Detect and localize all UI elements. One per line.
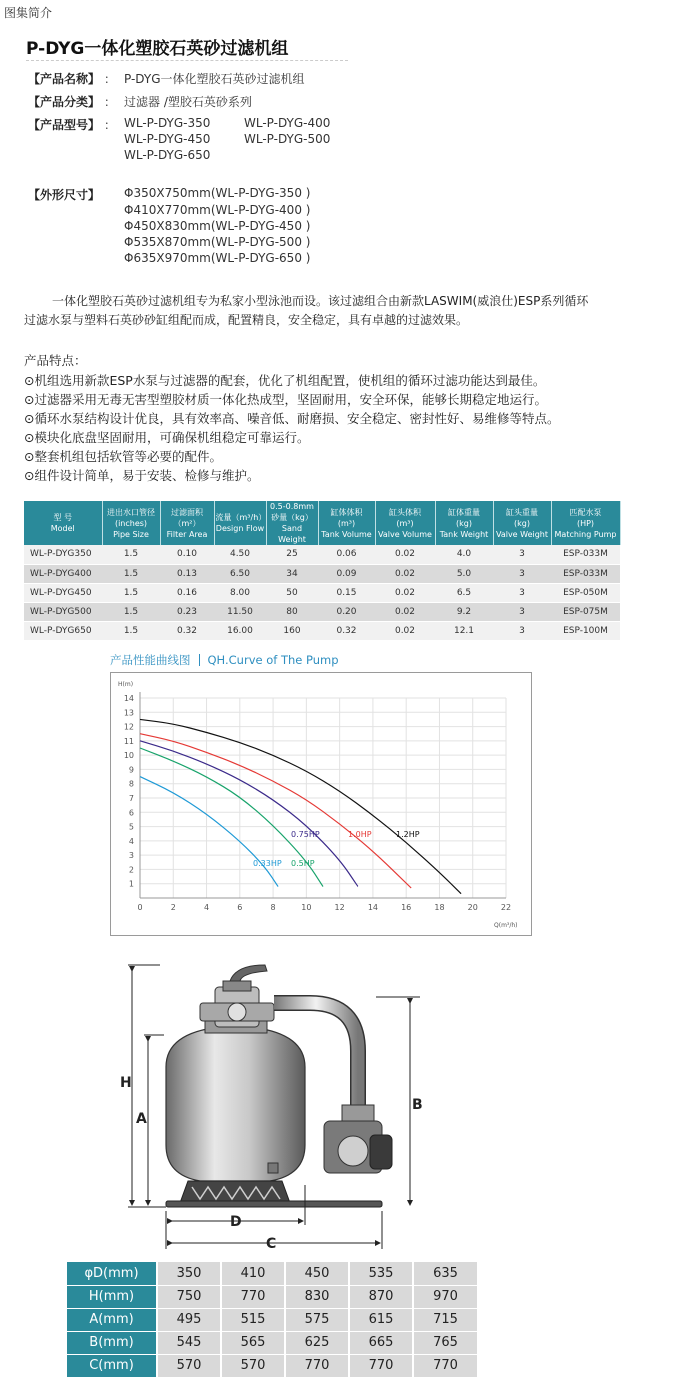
chart-ylabel: H(m) (118, 681, 134, 688)
size-label: 【外形尺寸】 (28, 188, 101, 202)
size-item: Φ350X750mm(WL-P-DYG-350 ) (124, 186, 311, 200)
feature-item: ⊙模块化底盘坚固耐用，可确保机组稳定可靠运行。 (24, 430, 310, 445)
chart-y-tick: 8 (128, 779, 134, 789)
spec-table (24, 501, 621, 641)
size-item: Φ410X770mm(WL-P-DYG-400 ) (124, 203, 311, 217)
chart-x-tick: 4 (203, 903, 210, 912)
model-item: WL-P-DYG-650 (124, 148, 211, 162)
chart-x-tick: 18 (434, 903, 445, 912)
chart-y-tick: 11 (123, 736, 134, 746)
product-class-label: 【产品分类】 (28, 95, 101, 109)
chart-y-tick: 10 (123, 751, 134, 761)
description-line: 过滤水泵与塑料石英砂砂缸组配而成，配置精良，安全稳定，具有卓越的过滤效果。 (24, 313, 469, 327)
table-row: C(mm) 570 570 770 770 770 (67, 1354, 477, 1377)
product-name-label: 【产品名称】 (28, 72, 101, 86)
table-row: WL-P-DYG500 1.5 0.23 11.50 80 0.20 0.02 9.2 3 ESP-075M (24, 602, 620, 621)
table-row: WL-P-DYG350 1.5 0.10 4.50 25 0.06 0.02 4.0 3 ESP-033M (24, 545, 620, 564)
product-name-value: P-DYG一体化塑胶石英砂过滤机组 (124, 72, 305, 86)
table-row: H(mm) 750 770 830 870 970 (67, 1285, 477, 1308)
curve-label: 1.2HP (396, 830, 420, 839)
chart-y-tick: 12 (123, 722, 134, 732)
size-item: Φ635X970mm(WL-P-DYG-650 ) (124, 251, 311, 265)
curve-label: 0.33HP (253, 859, 282, 868)
size-item: Φ450X830mm(WL-P-DYG-450 ) (124, 219, 311, 233)
table-row: WL-P-DYG400 1.5 0.13 6.50 34 0.09 0.02 5.0 3 ESP-033M (24, 564, 620, 583)
chart-x-tick: 22 (500, 903, 512, 912)
product-class-value: 过滤器 /塑胶石英砂系列 (124, 95, 252, 109)
page-title: P-DYG一体化塑胶石英砂过滤机组 (26, 39, 289, 59)
category-label: 图集简介 (4, 6, 53, 20)
curve-title (110, 652, 339, 668)
curve-title-cn: 产品性能曲线图 (110, 653, 191, 667)
description-line: 一体化塑胶石英砂过滤机组专为私家小型泳池而设。该过滤组合由新款LASWIM(威浪仕)ESP系列循环 (52, 294, 589, 308)
spec-header-valve-weight: 缸头重量 (kg) Valve Weight (493, 501, 551, 545)
title-separator (199, 654, 200, 666)
table-row: WL-P-DYG450 1.5 0.16 8.00 50 0.15 0.02 6.5 3 ESP-050M (24, 583, 620, 602)
chart-x-tick: 16 (401, 903, 412, 912)
chart-y-tick: 7 (128, 794, 134, 803)
table-row: WL-P-DYG650 1.5 0.32 16.00 160 0.32 0.02 12.1 3 ESP-100M (24, 621, 620, 640)
spec-header-pipe: 进出水口管径 (inches) Pipe Size (102, 501, 160, 545)
chart-y-tick: 3 (128, 851, 134, 861)
base-plate-illustration (166, 1181, 382, 1207)
chart-y-tick: 14 (123, 694, 134, 703)
model-item: WL-P-DYG-400 (244, 116, 331, 130)
feature-item: ⊙过滤器采用无毒无害型塑胶材质一体化热成型，坚固耐用，安全环保，能够长期稳定地运行。 (24, 392, 547, 407)
chart-y-tick: 9 (128, 765, 134, 775)
feature-item: ⊙循环水泵结构设计优良，具有效率高、噪音低、耐磨损、安全稳定、密封性好、易维修等特点。 (24, 411, 560, 426)
chart-x-tick: 14 (367, 903, 379, 912)
feature-item: ⊙组件设计简单，易于安装、检修与维护。 (24, 468, 260, 483)
spec-header-filter-area: 过滤面积（m²） Filter Area (160, 501, 214, 545)
chart-x-tick: 20 (467, 903, 478, 912)
dim-label-a: A (136, 1111, 147, 1127)
model-item: WL-P-DYG-350 (124, 116, 211, 130)
colon: ： (104, 118, 117, 132)
chart-y-tick: 4 (128, 836, 134, 846)
chart-y-tick: 2 (128, 865, 134, 875)
feature-item: ⊙整套机组包括软管等必要的配件。 (24, 449, 222, 464)
spec-header-model: 型 号 Model (24, 501, 102, 545)
product-dimension-diagram (100, 955, 440, 1255)
chart-x-tick: 12 (334, 903, 345, 912)
product-model-label: 【产品型号】 (28, 118, 101, 132)
colon: ： (104, 95, 117, 109)
table-row: B(mm) 545 565 625 665 765 (67, 1331, 477, 1354)
curve-title-en: QH.Curve of The Pump (207, 653, 339, 667)
model-item: WL-P-DYG-500 (244, 132, 331, 146)
chart-x-tick: 8 (270, 903, 276, 912)
spec-header-flow: 流量（m³/h） Design Flow (214, 501, 266, 545)
dim-label-c: C (266, 1236, 277, 1252)
chart-x-tick: 6 (237, 903, 243, 912)
chart-x-tick: 10 (301, 903, 312, 912)
chart-x-tick: 0 (137, 903, 143, 912)
dim-label-h: H (120, 1075, 132, 1091)
size-item: Φ535X870mm(WL-P-DYG-500 ) (124, 235, 311, 249)
dim-label-d: D (230, 1214, 242, 1230)
pump-illustration (324, 1105, 392, 1173)
spec-header-pump: 匹配水泵 (HP) Matching Pump (551, 501, 620, 545)
dimensions-table (67, 1262, 477, 1378)
spec-header-valve-volume: 缸头体积 (m³) Valve Volume (375, 501, 435, 545)
spec-header-sand: 0.5-0.8mm 砂量（kg） Sand Weight (266, 501, 318, 545)
feature-item: ⊙机组选用新款ESP水泵与过滤器的配套，优化了机组配置，使机组的循环过滤功能达到最佳。 (24, 373, 546, 388)
chart-y-tick: 13 (123, 708, 134, 718)
features-heading: 产品特点： (24, 353, 87, 368)
chart-y-tick: 6 (128, 808, 134, 818)
colon: ： (104, 72, 117, 86)
table-row: A(mm) 495 515 575 615 715 (67, 1308, 477, 1331)
chart-y-tick: 5 (128, 822, 134, 832)
chart-xlabel: Q(m³/h) (494, 922, 518, 929)
model-item: WL-P-DYG-450 (124, 132, 211, 146)
title-divider (26, 60, 348, 61)
spec-header-tank-weight: 缸体重量 (kg) Tank Weight (435, 501, 493, 545)
table-row: φD(mm) 350 410 450 535 635 (67, 1262, 477, 1285)
chart-x-tick: 2 (170, 903, 176, 912)
spec-header-tank-volume: 缸体体积 (m³) Tank Volume (318, 501, 375, 545)
chart-y-tick: 1 (128, 879, 134, 889)
pump-curve-chart (110, 672, 532, 936)
curve-label: 1.0HP (348, 830, 372, 839)
curve-label: 0.5HP (291, 859, 315, 868)
dim-label-b: B (412, 1097, 423, 1113)
curve-label: 0.75HP (291, 830, 320, 839)
